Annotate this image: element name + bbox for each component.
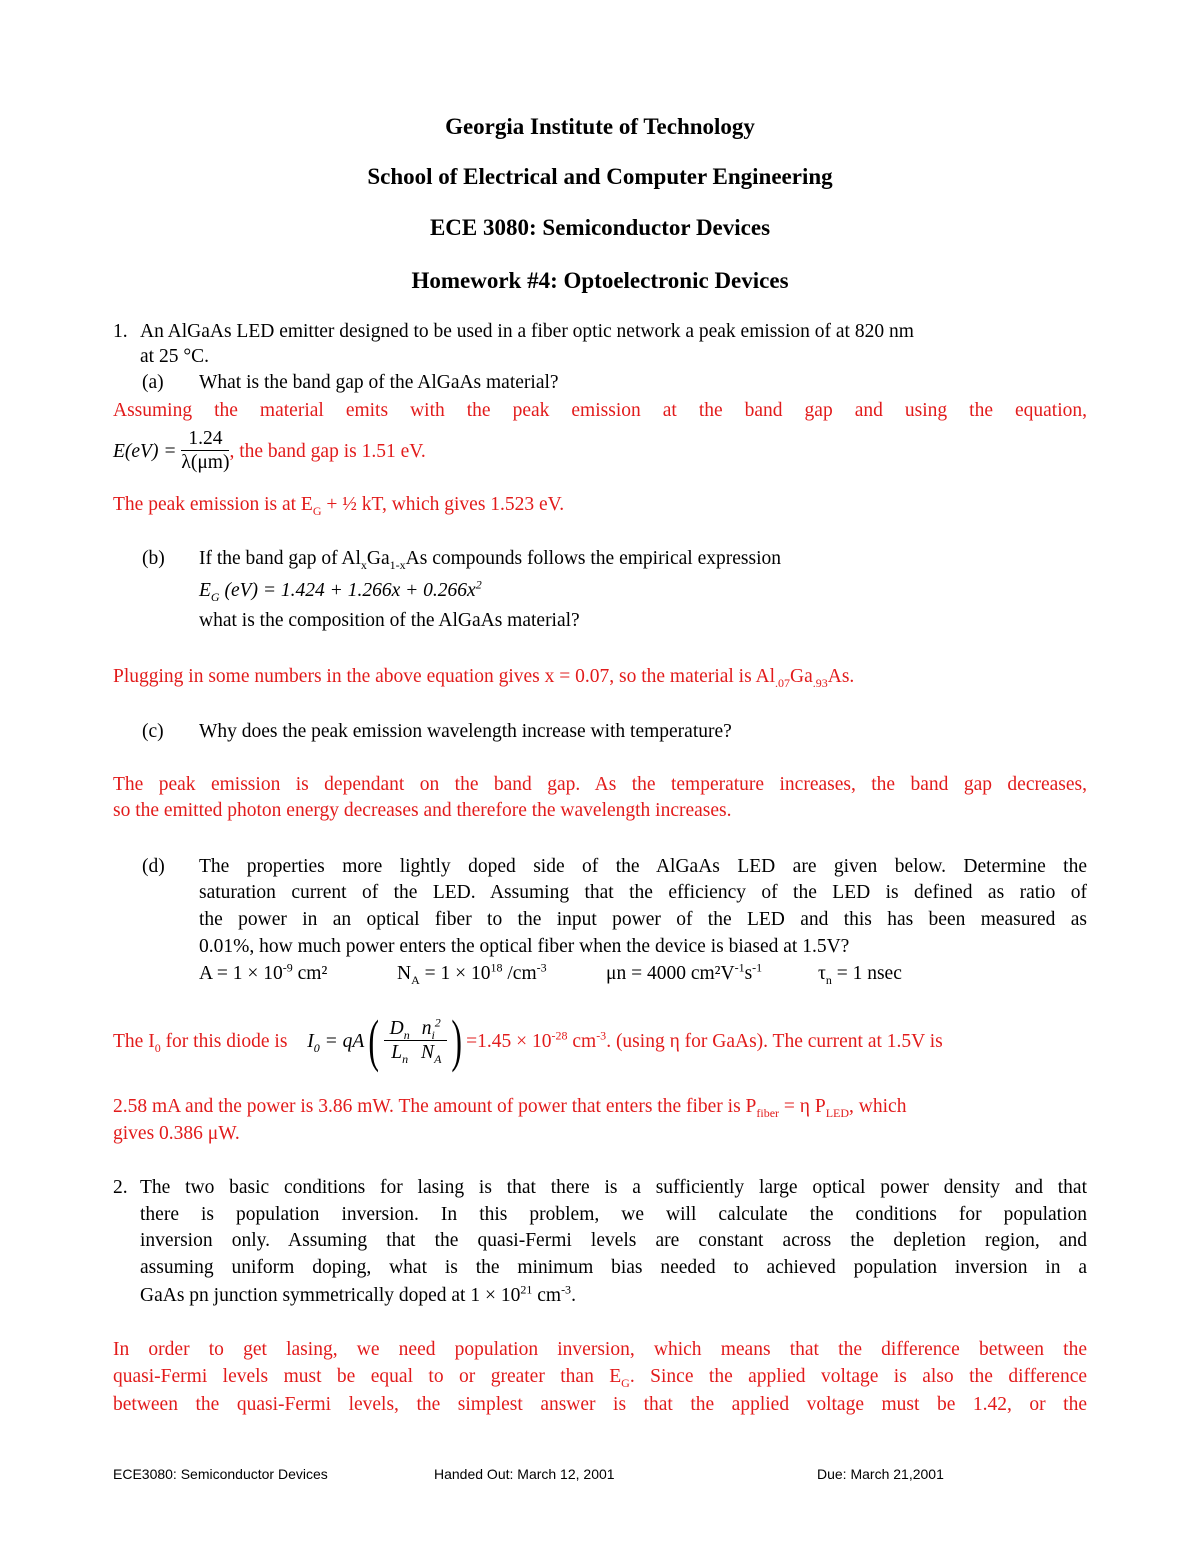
q2-answer-line2 — [113, 1363, 1087, 1390]
q1a-ans3-post: + ½ kT, which gives 1.523 eV. — [321, 494, 565, 515]
q1b-post: As compounds follows the empirical expression — [405, 548, 781, 569]
q1d-eq-n-sub: i — [431, 1027, 435, 1042]
q1d-ans2-sub2: LED — [825, 1105, 850, 1120]
q1d-ans2-pre: 2.58 mA and the power is 3.86 mW. The amount of power that enters the fiber is P — [113, 1096, 757, 1117]
q2-l5-post: . — [571, 1285, 576, 1306]
q1d-eq-d: D — [389, 1017, 404, 1039]
q1b-equation — [199, 577, 482, 604]
q1d-ans2-mid: = η P — [779, 1096, 826, 1117]
q1b-ans-sub2: .93 — [812, 675, 828, 690]
q1a-eq-numerator: 1.24 — [181, 428, 229, 451]
q2-line4: assuming uniform doping, what is the minimum bias needed to achieved population inversion in a — [140, 1257, 1087, 1278]
q1a-label: (a) — [142, 372, 164, 393]
q1d-answer-row — [113, 1008, 943, 1092]
q1d-eq-den2 — [416, 1041, 447, 1065]
q1d-ans-val-pre: =1.45 × 10 — [466, 1030, 552, 1052]
q1d-line2: saturation current of the LED. Assuming that the efficiency of the LED is defined as ratio of — [199, 882, 1087, 903]
q1d-ans-val-sup: -28 — [551, 1028, 568, 1042]
q1a-eq-fraction — [181, 428, 229, 475]
q1-line2: at 25 °C. — [140, 346, 210, 367]
q1c-text: Why does the peak emission wavelength increase with temperature? — [199, 721, 732, 742]
q1b-label: (b) — [142, 548, 165, 569]
param-mu-sup1: -1 — [734, 960, 745, 975]
q1b-sub1: x — [360, 557, 367, 572]
q1d-ans-val-post: . (using η for GaAs). The current at 1.5V is — [606, 1030, 943, 1052]
q1a-text: What is the band gap of the AlGaAs material? — [199, 372, 559, 393]
param-tau-val: = 1 nsec — [831, 963, 902, 984]
school-title: School of Electrical and Computer Engineering — [367, 164, 833, 189]
param-a: A = 1 × 10 — [199, 963, 283, 984]
q1b-pre: If the band gap of Al — [199, 548, 361, 569]
param-a-sup: -9 — [282, 960, 293, 975]
q2-line3: inversion only. Assuming that the quasi-Fermi levels are constant across the depletion region, and — [140, 1230, 1087, 1251]
param-na-sup: 18 — [490, 960, 503, 975]
q1d-eq-den1 — [384, 1041, 416, 1065]
q1a-eq-denominator: λ(μm) — [181, 452, 230, 473]
q2-line5 — [140, 1282, 576, 1309]
q1a-eq-lhs: E(eV) = — [113, 441, 177, 462]
q1d-ans2-sub1: fiber — [756, 1105, 780, 1120]
q1a-ans3-pre: The peak emission is at E — [113, 494, 313, 515]
q1c-answer-line1: The peak emission is dependant on the band gap. As the temperature increases, the band gap decreases, — [113, 774, 1087, 795]
q1d-eq-left-paren: ( — [368, 1008, 380, 1073]
q1c-label: (c) — [142, 721, 164, 742]
q1d-eq-frac1 — [384, 1018, 416, 1065]
q1d-answer-line3: gives 0.386 μW. — [113, 1123, 240, 1144]
param-na-unit: /cm — [502, 963, 537, 984]
q2-l5-sup: 21 — [520, 1282, 533, 1297]
q1d-eq-d-sub: n — [403, 1027, 410, 1042]
q1b-eq-mid: (eV) = 1.424 + 1.266x + 0.266x — [219, 580, 476, 601]
q1a-answer-line3 — [113, 491, 564, 518]
q1d-ans-value — [466, 1028, 943, 1055]
q1b-eq-sup: 2 — [475, 577, 482, 592]
q1d-ans-intro — [113, 1028, 287, 1055]
q1d-eq-right-paren: ) — [451, 1008, 462, 1073]
q1b-eq-pre: E — [199, 580, 211, 601]
q1b-ans-post: As. — [827, 666, 855, 687]
q1d-eq-n-sup: 2 — [434, 1015, 441, 1029]
q1d-eq-num2 — [416, 1015, 447, 1042]
q1d-ans-sub: 0 — [154, 1040, 161, 1055]
q1d-answer-line2 — [113, 1093, 906, 1120]
q1d-param-mu — [606, 960, 762, 987]
q2-ans2-post: . Since the applied voltage is also the difference — [629, 1366, 1088, 1387]
q1a-ans3-sub: G — [312, 503, 322, 518]
q1d-eq-l: L — [391, 1041, 403, 1063]
q1d-eq-na: N — [421, 1041, 435, 1063]
param-mu-s: s — [744, 963, 753, 984]
q1d-ans-val-unit: cm — [567, 1030, 597, 1052]
param-a-unit: cm² — [292, 963, 328, 984]
q1c-answer-line2: so the emitted photon energy decreases and therefore the wavelength increases. — [113, 800, 732, 821]
q1d-ans-mid: for this diode is — [160, 1030, 288, 1052]
q1b-answer — [113, 663, 854, 690]
q1d-eq-frac2 — [416, 1015, 447, 1066]
q1b-mid: Ga — [366, 548, 390, 569]
footer-handed-out: Handed Out: March 12, 2001 — [434, 1466, 615, 1482]
q1-number: 1. — [113, 321, 128, 342]
q2-number: 2. — [113, 1177, 128, 1198]
q1d-eq-n: n — [421, 1017, 432, 1039]
q1d-eq-l-sub: n — [402, 1051, 409, 1066]
footer-due-date: Due: March 21,2001 — [817, 1466, 944, 1482]
q2-line1: The two basic conditions for lasing is that there is a sufficiently large optical power density and that — [140, 1177, 1087, 1198]
q1d-label: (d) — [142, 856, 165, 877]
q1d-param-na — [397, 960, 547, 987]
q1d-line3: the power in an optical fiber to the input power of the LED and this has been measured as — [199, 909, 1087, 930]
q1d-line1: The properties more lightly doped side of the AlGaAs LED are given below. Determine the — [199, 856, 1087, 877]
q1d-param-tau — [818, 960, 902, 987]
q1d-param-area — [199, 960, 327, 987]
q1a-equation-row — [113, 428, 426, 484]
course-title: ECE 3080: Semiconductor Devices — [429, 215, 771, 240]
q1d-eq-num1 — [384, 1018, 416, 1041]
q1d-ans2-post: , which — [849, 1096, 907, 1117]
q2-answer-line3: between the quasi-Fermi levels, the simplest answer is that the applied voltage must be 1.42, or the — [113, 1394, 1087, 1415]
q1b-ans-mid: Ga — [790, 666, 813, 687]
q1d-ans-pre: The I — [113, 1030, 155, 1052]
q1d-eq-i: I — [307, 1030, 314, 1052]
q2-l5-pre: GaAs pn junction symmetrically doped at 1 × 10 — [140, 1285, 521, 1306]
q1d-ans-val-unit-sup: -3 — [596, 1028, 607, 1042]
homework-title: Homework #4: Optoelectronic Devices — [411, 268, 789, 293]
q1b-eq-sub: G — [210, 589, 220, 604]
param-tau-sub: n — [825, 972, 832, 987]
param-na-sub: A — [411, 972, 420, 987]
param-na: N — [397, 963, 412, 984]
param-mu: μn = 4000 cm²V — [606, 963, 735, 984]
institution-title: Georgia Institute of Technology — [445, 114, 755, 139]
q2-answer-line1: In order to get lasing, we need population inversion, which means that the difference between the — [113, 1339, 1087, 1360]
q1-line1: An AlGaAs LED emitter designed to be used in a fiber optic network a peak emission of at 820 nm — [140, 321, 914, 342]
q2-line2: there is population inversion. In this problem, we will calculate the conditions for population — [140, 1204, 1087, 1225]
q2-ans2-sub: G — [621, 1375, 630, 1390]
q1d-eq-na-sub: A — [434, 1051, 442, 1066]
q1b-text2: what is the composition of the AlGaAs material? — [199, 610, 580, 631]
footer-course: ECE3080: Semiconductor Devices — [113, 1466, 328, 1482]
q1a-answer-line1: Assuming the material emits with the peak emission at the band gap and using the equation, — [113, 400, 1087, 421]
param-mu-sup2: -1 — [752, 960, 763, 975]
q2-l5-unit: cm — [532, 1285, 562, 1306]
q1a-answer-band-gap: , the band gap is 1.51 eV. — [229, 441, 426, 462]
q1d-eq-lhs — [307, 1028, 364, 1055]
q2-l5-unit-sup: -3 — [561, 1282, 572, 1297]
q1d-line4: 0.01%, how much power enters the optical fiber when the device is biased at 1.5V? — [199, 936, 850, 957]
q1b-sub2: 1-x — [389, 557, 406, 572]
param-na-val: = 1 × 10 — [419, 963, 491, 984]
q1d-eq-i-sub: 0 — [313, 1040, 320, 1055]
q1b-ans-sub1: .07 — [775, 675, 790, 690]
q2-ans2-pre: quasi-Fermi levels must be equal to or greater than E — [113, 1366, 622, 1387]
param-tau: τ — [818, 963, 826, 984]
q1b-text — [199, 545, 781, 572]
q1d-eq-mid: = qA — [319, 1030, 365, 1052]
q1b-ans-pre: Plugging in some numbers in the above equation gives x = 0.07, so the material is Al — [113, 666, 775, 687]
param-na-unit-sup: -3 — [536, 960, 547, 975]
